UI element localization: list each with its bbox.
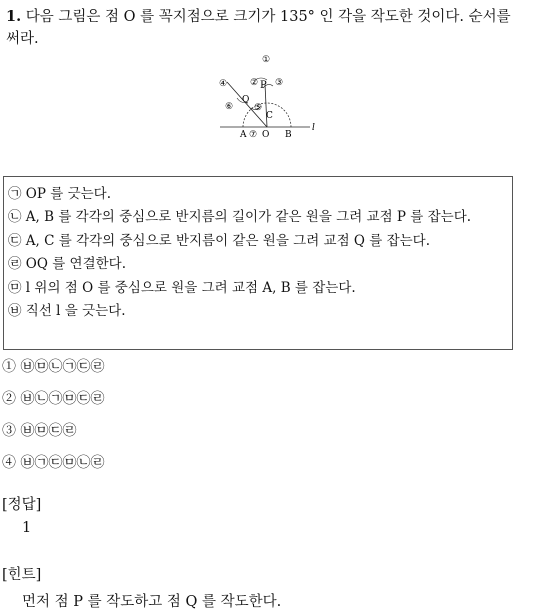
step-2	[8, 206, 512, 229]
label-a: A	[240, 130, 247, 140]
label-c: C	[266, 111, 273, 121]
step-mark: ㉠	[8, 186, 22, 202]
step-mark: ㉥	[8, 303, 22, 320]
step-1	[8, 183, 512, 206]
choice-3[interactable]	[2, 420, 76, 440]
steps-box	[3, 176, 513, 350]
label-p: P	[260, 80, 267, 91]
label-circle5: ⑤	[254, 103, 263, 113]
hint-text: 먼저 점 P 를 작도하고 점 Q 를 작도한다.	[22, 594, 282, 610]
choice-number: ②	[2, 391, 16, 407]
label-l: l	[312, 123, 315, 133]
choice-number: ③	[2, 423, 16, 439]
step-4	[8, 253, 512, 276]
choice-number: ④	[2, 455, 16, 471]
label-circle6: ⑥	[225, 102, 234, 112]
question-text	[6, 6, 528, 50]
answer-title: [정답]	[2, 497, 42, 513]
choice-text: ㉥㉤㉢㉣	[20, 423, 77, 439]
step-3	[8, 230, 512, 253]
hint-section	[2, 563, 281, 611]
step-mark: ㉤	[8, 279, 22, 296]
step-mark: ㉡	[8, 209, 22, 226]
label-b: B	[285, 130, 292, 140]
choice-text: ㉥㉤㉡㉠㉢㉣	[20, 359, 105, 375]
step-text: OP 를 긋는다.	[25, 186, 111, 202]
choice-2[interactable]	[2, 388, 104, 408]
choice-text: ㉥㉡㉠㉤㉢㉣	[20, 391, 105, 407]
label-o: O	[262, 130, 270, 140]
step-text: A, B 를 각각의 중심으로 반지름의 길이가 같은 원을 그려 교점 P 를 잡는다.	[25, 209, 472, 226]
step-mark: ㉢	[8, 232, 22, 249]
question-number: 1.	[6, 8, 22, 25]
construction-figure	[215, 52, 330, 142]
choice-4[interactable]	[2, 452, 104, 472]
label-circle3: ③	[275, 78, 284, 88]
label-q: Q	[242, 95, 250, 105]
answer-value: 1	[22, 520, 32, 536]
step-mark: ㉣	[8, 256, 22, 273]
answer-section	[2, 493, 41, 536]
question-body: 다음 그림은 점 O 를 꼭지점으로 크기가 135° 인 각을 작도한 것이다. 순서를 써라.	[6, 9, 511, 47]
label-circle7: ⑦	[249, 130, 258, 140]
step-6	[8, 300, 512, 323]
step-text: l 위의 점 O 를 중심으로 원을 그려 교점 A, B 를 잡는다.	[25, 279, 356, 296]
step-text: OQ 를 연결한다.	[25, 256, 127, 273]
choice-1[interactable]	[2, 356, 104, 376]
choice-text: ㉥㉠㉢㉤㉡㉣	[20, 455, 105, 471]
label-circle4: ④	[219, 79, 228, 89]
choice-number: ①	[2, 359, 16, 375]
hint-title: [힌트]	[2, 567, 42, 583]
step-text: 직선 l 을 긋는다.	[25, 303, 126, 320]
step-5	[8, 277, 512, 300]
step-text: A, C 를 각각의 중심으로 반지름이 같은 원을 그려 교점 Q 를 잡는다.	[25, 232, 431, 249]
label-circle1: ①	[262, 55, 271, 65]
label-circle2: ②	[250, 78, 259, 88]
